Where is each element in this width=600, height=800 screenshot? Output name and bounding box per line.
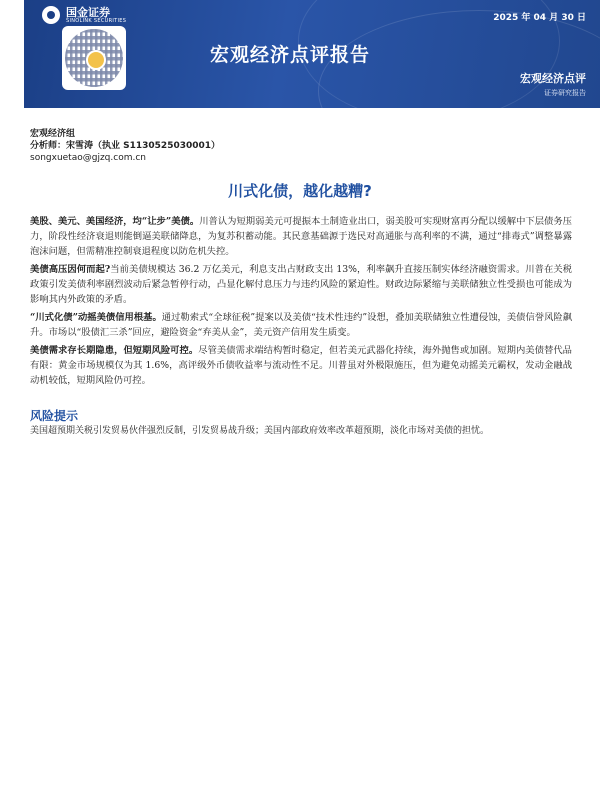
report-subcategory: 证券研究报告 xyxy=(544,89,586,97)
paragraph-lead: 美债需求存长期隐患，但短期风险可控。 xyxy=(30,345,199,356)
report-title: 川式化债，越化越糟? xyxy=(228,182,372,200)
report-date: 2025 年 04 月 30 日 xyxy=(493,13,586,23)
paragraph-lead: 美债高压因何而起? xyxy=(30,264,111,275)
paragraph xyxy=(30,310,572,340)
risk-text: 美国超预期关税引发贸易伙伴强烈反制，引发贸易战升级；美国内部政府效率改革超预期，淡化市场对美债的担忧。 xyxy=(30,426,490,436)
paragraph-text: 通过勒索式“全球征税”提案以及美债“技术性违约”设想，叠加美联储独立性遭侵蚀，美债信誉风险飙升。市场以“股债汇三杀”回应，避险资金“弃美从金”，美元资产信用发生质变。 xyxy=(30,312,572,338)
paragraph xyxy=(30,214,572,259)
logo-icon xyxy=(42,6,60,24)
logo-cn: 国金证券 xyxy=(66,5,110,19)
qr-logo-icon xyxy=(86,50,106,70)
paragraph xyxy=(30,343,572,388)
paragraph-text: 当前美债规模达 36.2 万亿美元，利息支出占财政支出 13%，利率飙升直接压制实体经济融资需求。川普在关税政策引发美债利率剧烈波动后紧急暂停行动，凸显化解付息压力与违约风险的紧迫性。财政边际紧缩与美联储独立性受损也可能成为影响其内外政策的矛盾。 xyxy=(30,264,572,305)
paragraph-text: 川普认为短期弱美元可提振本土制造业出口，弱美股可实现财富再分配以缓解中下层债务压力，阶段性经济衰退则能倒逼美联储降息，为复苏积蓄动能。其民意基础源于选民对高通胀与高利率的不满，通过“排毒式”调整暴露泡沫问题，但需精准控制衰退程度以防危机失控。 xyxy=(30,216,572,257)
paragraph xyxy=(30,262,572,307)
paragraph-lead: “川式化债”动摇美债信用根基。 xyxy=(30,312,162,323)
author-info xyxy=(30,128,220,164)
company-logo xyxy=(42,6,126,24)
report-body xyxy=(30,214,572,391)
analyst-email[interactable]: songxuetao@gjzq.com.cn xyxy=(30,153,146,163)
header-banner xyxy=(24,0,600,108)
research-group: 宏观经济组 xyxy=(30,129,76,139)
analyst-line: 分析师：宋雪涛（执业 S1130525030001） xyxy=(30,141,221,151)
paragraph-lead: 美股、美元、美国经济，均“让步”美债。 xyxy=(30,216,200,227)
qr-code xyxy=(62,26,126,90)
paragraph-text: 尽管美债需求端结构暂时稳定，但若美元武器化持续，海外抛售或加剧。短期内美债替代品有限：黄金市场规模仅为其 1.6%，高评级外币债收益率与流动性不足。川普虽对外极限施压，但为避免动摇美元霸权，发动金融战动机较低，短期风险仍可控。 xyxy=(30,345,572,386)
report-type-title: 宏观经济点评报告 xyxy=(210,44,371,66)
risk-heading: 风险提示 xyxy=(30,409,79,423)
logo-en: SINOLINK SECURITIES xyxy=(66,17,127,24)
report-category: 宏观经济点评 xyxy=(520,72,586,85)
